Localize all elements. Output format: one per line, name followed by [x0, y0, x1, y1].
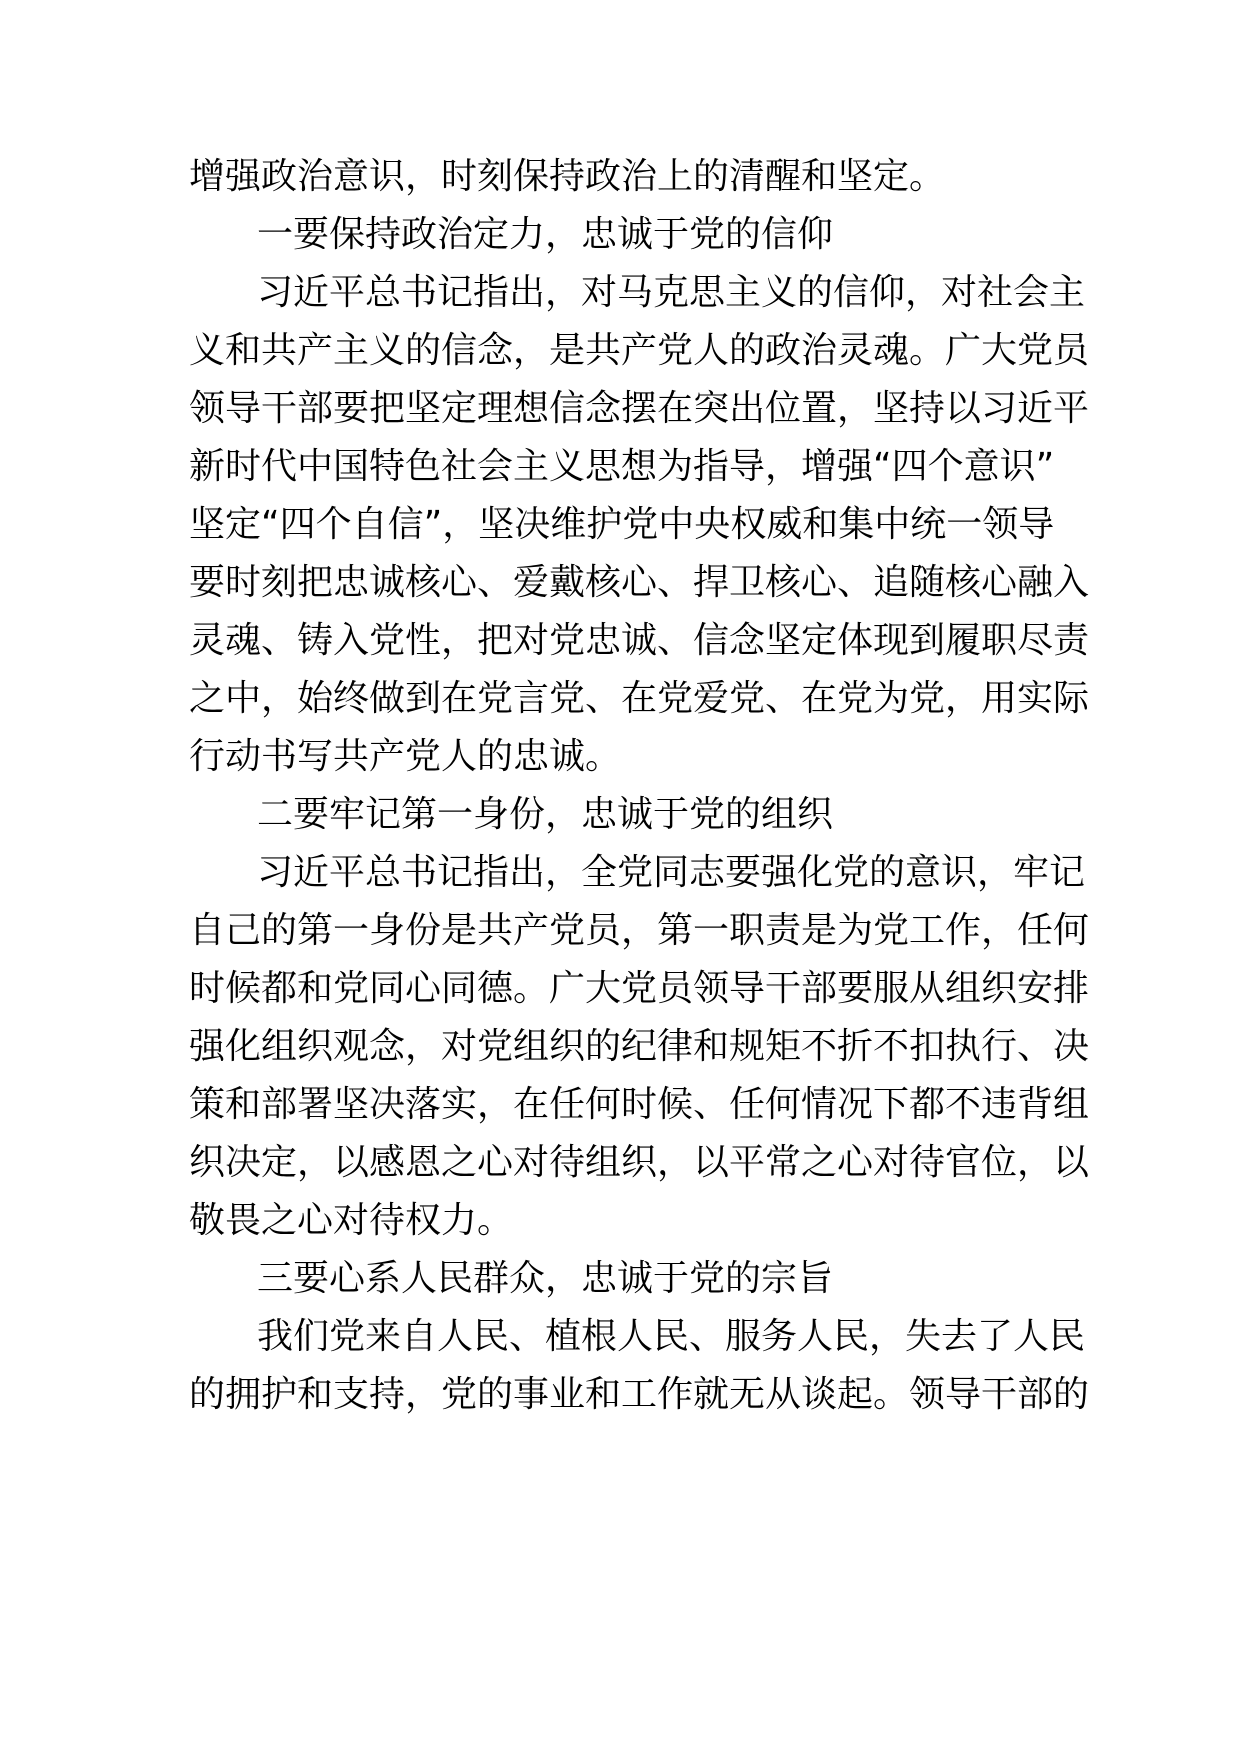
text-line: 策和部署坚决落实，在任何时候、任何情况下都不违背组: [189, 1084, 1090, 1125]
text-line: 习近平总书记指出，全党同志要强化党的意识，牢记: [257, 852, 1086, 893]
text-line: 领导干部要把坚定理想信念摆在突出位置，坚持以习近平: [189, 388, 1090, 429]
text-line: 要时刻把忠诚核心、爱戴核心、捍卫核心、追随核心融入: [189, 562, 1090, 603]
text-line: 之中，始终做到在党言党、在党爱党、在党为党，用实际: [189, 678, 1090, 719]
text-line: 的拥护和支持，党的事业和工作就无从谈起。领导干部的: [189, 1374, 1090, 1415]
text-line: 坚定“四个自信”，坚决维护党中央权威和集中统一领导: [189, 504, 1055, 545]
text-line: 新时代中国特色社会主义思想为指导，增强“四个意识”: [189, 446, 1055, 487]
section-heading-1: 一要保持政治定力，忠诚于党的信仰: [257, 214, 834, 255]
text-line: 时候都和党同心同德。广大党员领导干部要服从组织安排: [189, 968, 1090, 1009]
text-line: 强化组织观念，对党组织的纪律和规矩不折不扣执行、决: [189, 1026, 1090, 1067]
text-line: 习近平总书记指出，对马克思主义的信仰，对社会主: [257, 272, 1086, 313]
text-line: 敬畏之心对待权力。: [189, 1200, 514, 1241]
section-heading-3: 三要心系人民群众，忠诚于党的宗旨: [257, 1258, 834, 1299]
text-line: 义和共产主义的信念，是共产党人的政治灵魂。广大党员: [189, 330, 1090, 371]
text-line: 行动书写共产党人的忠诚。: [189, 736, 622, 777]
text-line: 增强政治意识，时刻保持政治上的清醒和坚定。: [189, 156, 946, 197]
text-line: 织决定，以感恩之心对待组织，以平常之心对待官位，以: [189, 1142, 1090, 1183]
text-line: 自己的第一身份是共产党员，第一职责是为党工作，任何: [189, 910, 1090, 951]
text-line: 灵魂、铸入党性，把对党忠诚、信念坚定体现到履职尽责: [189, 620, 1090, 661]
section-heading-2: 二要牢记第一身份，忠诚于党的组织: [257, 794, 834, 835]
text-line: 我们党来自人民、植根人民、服务人民，失去了人民: [257, 1316, 1086, 1357]
